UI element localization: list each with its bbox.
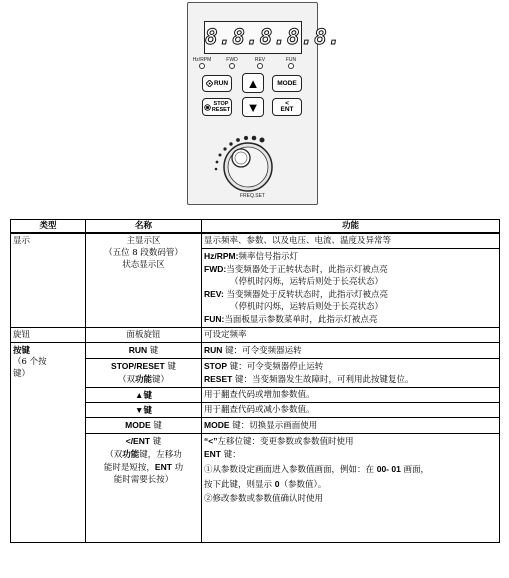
ent-name-suffix: 键 [150,437,162,447]
table-header-row [11,220,500,234]
shift-func-text: 左移位键：变更参数或参数值时使用 [217,437,354,447]
func-line [204,263,497,276]
ent-l2-pre: （双 [105,450,123,460]
cell-name-knob: 面板旋钮 [86,328,202,343]
ent-l2-post: 键，左移功 [139,450,182,460]
cell-func-down: 用于翻查代码或减小参数值。 [202,403,500,418]
indicator-label-rev: REV [254,57,266,63]
led-digits: 8.8.8.8.8. [205,25,342,49]
ent-l3-pre: 能时是短按， [103,463,155,473]
run-key[interactable] [202,75,232,92]
table-row [11,328,500,343]
type-line: 按键 [13,345,31,355]
reset-func-text: 键：当变频器发生故障时，可利用此按键复位。 [232,375,414,385]
ent-l3-post: 功 [171,463,184,473]
type-line: （6 个按 [13,357,47,367]
fun-led-icon [288,63,294,69]
ent-name-bold: </ENT [125,436,151,446]
rev-text: 当变频器处于反转状态时，此指示灯被点亮 [223,290,389,300]
run-key-label: RUN [213,79,229,87]
ent-step1-post: 画面， [400,465,430,475]
hz-key: Hz/RPM: [204,251,239,261]
fwd-sub: （停机时闪烁，运转后则处于长亮状态） [230,277,384,287]
keypad-panel [187,2,342,205]
cell-func-display [202,233,500,328]
mode-name-bold: MODE [125,420,151,430]
cell-func-ent [202,434,500,543]
stop-reset-text [212,101,230,113]
cell-func-mode [202,418,500,434]
down-key[interactable] [242,97,264,117]
cell-func-stop [202,359,500,388]
shift-left-icon: < [285,100,289,107]
fun-key: FUN: [204,314,225,324]
function-table [10,219,500,543]
cell-name-down: ▼键 [86,403,202,418]
down-arrow-icon: ▼ [246,99,260,115]
fwd-led-icon [229,63,235,69]
run-diamond-icon [206,80,213,87]
rev-sub: （停机时闪烁，运转后则处于长亮状态） [230,302,384,312]
ent-step1b-pre: 按下此键，则显示 [204,480,275,490]
fwd-key: FWD: [204,264,227,274]
rev-led-icon [257,63,263,69]
mode-func-text: 键：切换显示画面使用 [229,421,318,431]
shift-func-bold: “<” [204,436,218,446]
ent-step2: ②修改参数或参数值确认时使用 [204,494,324,504]
stop-reset-key[interactable] [202,98,232,116]
cell-name-display [86,233,202,328]
cell-func-knob: 可设定频率 [202,328,500,343]
header-type: 类型 [11,220,86,234]
cell-name-ent [86,434,202,543]
ent-step1b-bold: 0 [274,479,280,489]
cell-type-knob: 旋钮 [11,328,86,343]
stop-func-bold: STOP [204,361,227,371]
dial-label: FREQ.SET [239,193,265,199]
stop-circle-icon [204,104,211,111]
func-line [204,288,497,301]
run-func-text: 键：可令变频器运转 [222,346,302,356]
indicator-label-hz-rpm: Hz/RPM [192,57,212,63]
fwd-text: 当变频器处于正转状态时，此指示灯被点亮 [226,265,388,275]
table-row [11,233,500,328]
stop-name-bold: STOP/RESET [111,361,165,371]
ent-step1-pre: ①从参数设定画面进入参数值画面，例如：在 [204,465,377,475]
ent-func-bold: ENT [204,449,221,459]
stop-func-text: 键：可令变频器停止运转 [227,362,324,372]
run-name-bold: RUN [128,345,148,355]
func-line: 显示频率、参数、以及电压、电流、温度及异常等 [204,236,392,246]
stop-sub-post: 键） [152,375,170,385]
ent-l3-bold: ENT [154,462,172,472]
func-line [204,313,497,326]
func-indicator-block [202,248,499,327]
indicator-label-fun: FUN [285,57,297,63]
stop-key-label: STOP [213,101,229,107]
run-func-bold: RUN [204,345,223,355]
fun-text: 当面板显示参数菜单时，此指示灯被点亮 [224,315,378,325]
ent-l2-bold: 功能 [122,449,140,459]
cell-type-keys [11,343,86,543]
ent-step1-bold: 00- 01 [376,464,401,474]
stop-name-suffix: 键 [164,362,176,372]
mode-func-bold: MODE [204,420,230,430]
type-line: 键） [13,369,31,379]
cell-name-up: ▲键 [86,388,202,403]
cell-func-up: 用于翻查代码或增加参数值。 [202,388,500,403]
ent-l4: 能时需要长按） [113,475,174,485]
ent-key-label: ENT [280,106,294,113]
cell-name-run [86,343,202,359]
mode-key[interactable] [272,75,302,92]
rev-key: REV: [204,289,224,299]
table-row [11,343,500,359]
mode-name-suffix: 键 [150,421,162,431]
cell-type-display: 显示 [11,233,86,328]
run-name-suffix: 键 [147,346,159,356]
reset-func-bold: RESET [204,374,233,384]
hz-rpm-led-icon [199,63,205,69]
header-name: 名称 [86,220,202,234]
ent-func-text: 键： [221,450,241,460]
stop-sub-pre: （双 [117,375,135,385]
led-display [204,21,342,54]
stop-sub-bold: 功能 [134,374,152,384]
mode-key-label: MODE [277,79,297,87]
reset-key-label: RESET [211,107,231,113]
ent-step1b-post: （参数值）。 [279,480,327,490]
shift-ent-key[interactable] [272,98,302,116]
header-function: 功能 [202,220,500,234]
cell-name-stop [86,359,202,388]
name-line: 状态显示区 [122,260,165,270]
func-line [204,250,497,263]
frequency-dial[interactable] [210,133,286,197]
cell-func-run [202,343,500,359]
name-line: （五位 8 段数码管） [104,248,183,258]
up-arrow-icon: ▲ [246,75,260,91]
up-key[interactable] [242,73,264,93]
hz-text: 频率信号指示灯 [238,252,298,262]
name-line: 主显示区 [126,236,161,246]
cell-name-mode [86,418,202,434]
indicator-label-fwd: FWD [226,57,238,63]
